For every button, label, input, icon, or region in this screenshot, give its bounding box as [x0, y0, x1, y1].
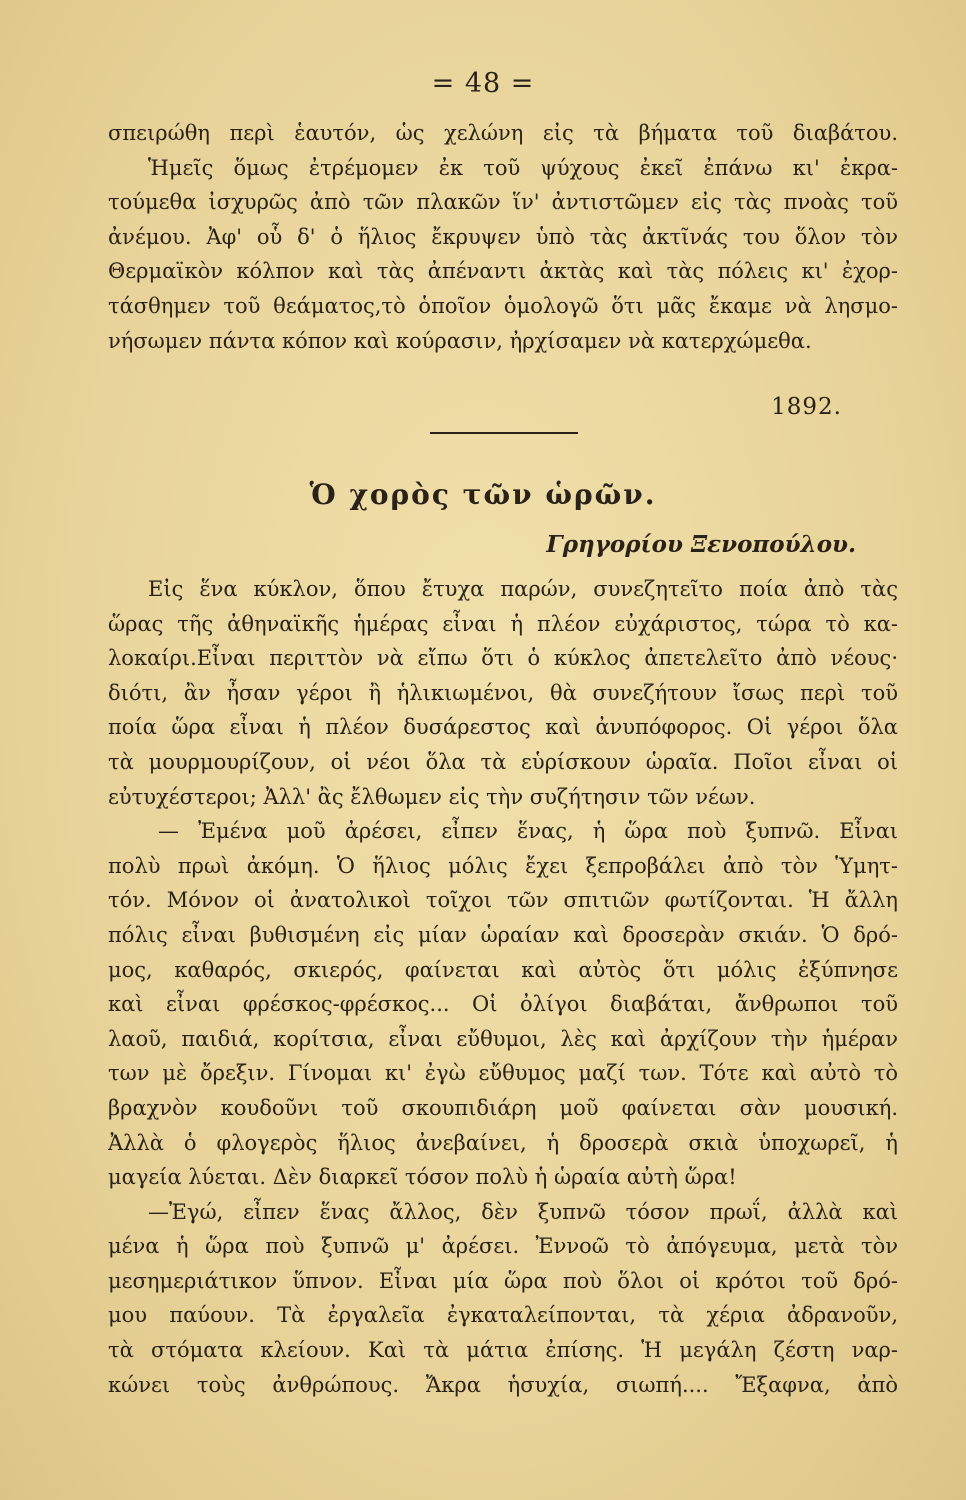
text-line: Θερμαϊκὸν κόλπον καὶ τὰς ἀπέναντι ἀκτὰς καὶ τὰς πόλεις κι' ἐχορ- [108, 259, 898, 284]
text-line: πολὺ πρωὶ ἀκόμη. Ὁ ἥλιος μόλις ἔχει ξεπροβάλει ἀπὸ τὸν Ὑμητ- [108, 853, 898, 878]
text-line: τὰ μουρμουρίζουν, οἱ νέοι ὅλα τὰ εὑρίσκουν ὡραῖα. Ποῖοι εἶναι οἱ [108, 749, 898, 774]
article-body [108, 572, 898, 1402]
text-line: τούμεθα ἰσχυρῶς ἀπὸ τῶν πλακῶν ἵν' ἀντιστῶμεν εἰς τὰς πνοὰς τοῦ [108, 190, 898, 215]
text-line: λαοῦ, παιδιά, κορίτσια, εἶναι εὔθυμοι, λὲς καὶ ἀρχίζουν τὴν ἡμέραν [108, 1026, 898, 1051]
text-line: ὥρας τῆς ἀθηναϊκῆς ἡμέρας εἶναι ἡ πλέον εὐχάριστος, τώρα τὸ κα- [108, 611, 898, 636]
page-number: = 48 = [431, 68, 535, 99]
text-line: λοκαίρι.Εἶναι περιττὸν νὰ εἴπω ὅτι ὁ κύκλος ἀπετελεῖτο ἀπὸ νέους· [108, 646, 898, 671]
text-line: μένα ἡ ὥρα ποὺ ξυπνῶ μ' ἀρέσει. Ἐννοῶ τὸ ἀπόγευμα, μετὰ τὸν [108, 1234, 898, 1259]
text-line: Εἰς ἕνα κύκλον, ὅπου ἔτυχα παρών, συνεζητεῖτο ποία ἀπὸ τὰς [148, 577, 898, 601]
text-line: τάσθημεν τοῦ θεάματος,τὸ ὁποῖον ὁμολογῶ ὅτι μᾶς ἔκαμε νὰ λησμο- [108, 293, 898, 318]
text-line: εὐτυχέστεροι; Ἀλλ' ἂς ἔλθωμεν εἰς τὴν συζήτησιν τῶν νέων. [108, 784, 756, 809]
text-line: διότι, ἂν ἦσαν γέροι ἢ ἡλικιωμένοι, θὰ συνεζήτουν ἴσως περὶ τοῦ [108, 680, 898, 705]
text-line: κώνει τοὺς ἀνθρώπους. Ἄκρα ἡσυχία, σιωπή.... Ἔξαφνα, ἀπὸ [108, 1372, 898, 1397]
article-author: Γρηγορίου Ξενοπούλου. [546, 531, 856, 558]
text-line: νήσωμεν πάντα κόπον καὶ κούρασιν, ἠρχίσαμεν νὰ κατερχώμεθα. [108, 328, 812, 353]
text-line: — Ἐμένα μοῦ ἀρέσει, εἶπεν ἕνας, ἡ ὥρα ποὺ ξυπνῶ. Εἶναι [158, 819, 898, 844]
text-line: Ἡμεῖς ὅμως ἐτρέμομεν ἐκ τοῦ ψύχους ἐκεῖ ἐπάνω κι' ἐκρα- [148, 155, 898, 180]
text-line: βραχνὸν κουδοῦνι τοῦ σκουπιδιάρη μοῦ φαίνεται σὰν μουσική. [108, 1095, 898, 1120]
text-line: σπειρώθη περὶ ἑαυτόν, ὡς χελώνη εἰς τὰ βήματα τοῦ διαβάτου. [108, 121, 898, 145]
text-line: Ἀλλὰ ὁ φλογερὸς ἥλιος ἀνεβαίνει, ἡ δροσερὰ σκιὰ ὑποχωρεῖ, ἡ [108, 1130, 898, 1155]
text-line: καὶ εἶναι φρέσκος-φρέσκος... Οἱ ὀλίγοι διαβάται, ἄνθρωποι τοῦ [108, 992, 898, 1017]
text-line: τὰ στόματα κλείουν. Καὶ τὰ μάτια ἐπίσης. Ἡ μεγάλη ζέστη ναρ- [108, 1338, 898, 1363]
text-line: μαγεία λύεται. Δὲν διαρκεῖ τόσον πολὺ ἡ ὡραία αὐτὴ ὥρα! [108, 1165, 737, 1190]
top-paragraph [108, 116, 898, 358]
text-line: μος, καθαρός, σκιερός, φαίνεται καὶ αὐτὸς ὅτι μόλις ἐξύπνησε [108, 957, 898, 982]
date: 1892. [771, 394, 842, 420]
text-line: —Ἐγώ, εἶπεν ἕνας ἄλλος, δὲν ξυπνῶ τόσον πρωΐ, ἀλλὰ καὶ [148, 1199, 898, 1224]
text-line: πόλις εἶναι βυθισμένη εἰς μίαν ὡραίαν καὶ δροσερὰν σκιάν. Ὁ δρό- [108, 922, 898, 947]
text-line: τόν. Μόνον οἱ ἀνατολικοὶ τοῖχοι τῶν σπιτιῶν φωτίζονται. Ἡ ἄλλη [108, 888, 898, 913]
text-line: ποία ὥρα εἶναι ἡ πλέον δυσάρεστος καὶ ἀνυπόφορος. Οἱ γέροι ὅλα [108, 715, 898, 740]
text-line: των μὲ ὄρεξιν. Γίνομαι κι' ἐγὼ εὔθυμος μαζί των. Τότε καὶ αὐτὸ τὸ [108, 1061, 898, 1086]
text-line: ἀνέμου. Ἀφ' οὗ δ' ὁ ἥλιος ἔκρυψεν ὑπὸ τὰς ἀκτῖνάς του ὅλον τὸν [108, 224, 898, 249]
article-title: Ὁ χορὸς τῶν ὡρῶν. [309, 478, 657, 511]
text-line: μεσημεριάτικον ὕπνον. Εἶναι μία ὥρα ποὺ ὅλοι οἱ κρότοι τοῦ δρό- [108, 1268, 898, 1293]
text-line: μου παύουν. Τὰ ἐργαλεῖα ἐγκαταλείπονται, τὰ χέρια ἀδρανοῦν, [108, 1303, 898, 1328]
section-divider [430, 432, 578, 434]
